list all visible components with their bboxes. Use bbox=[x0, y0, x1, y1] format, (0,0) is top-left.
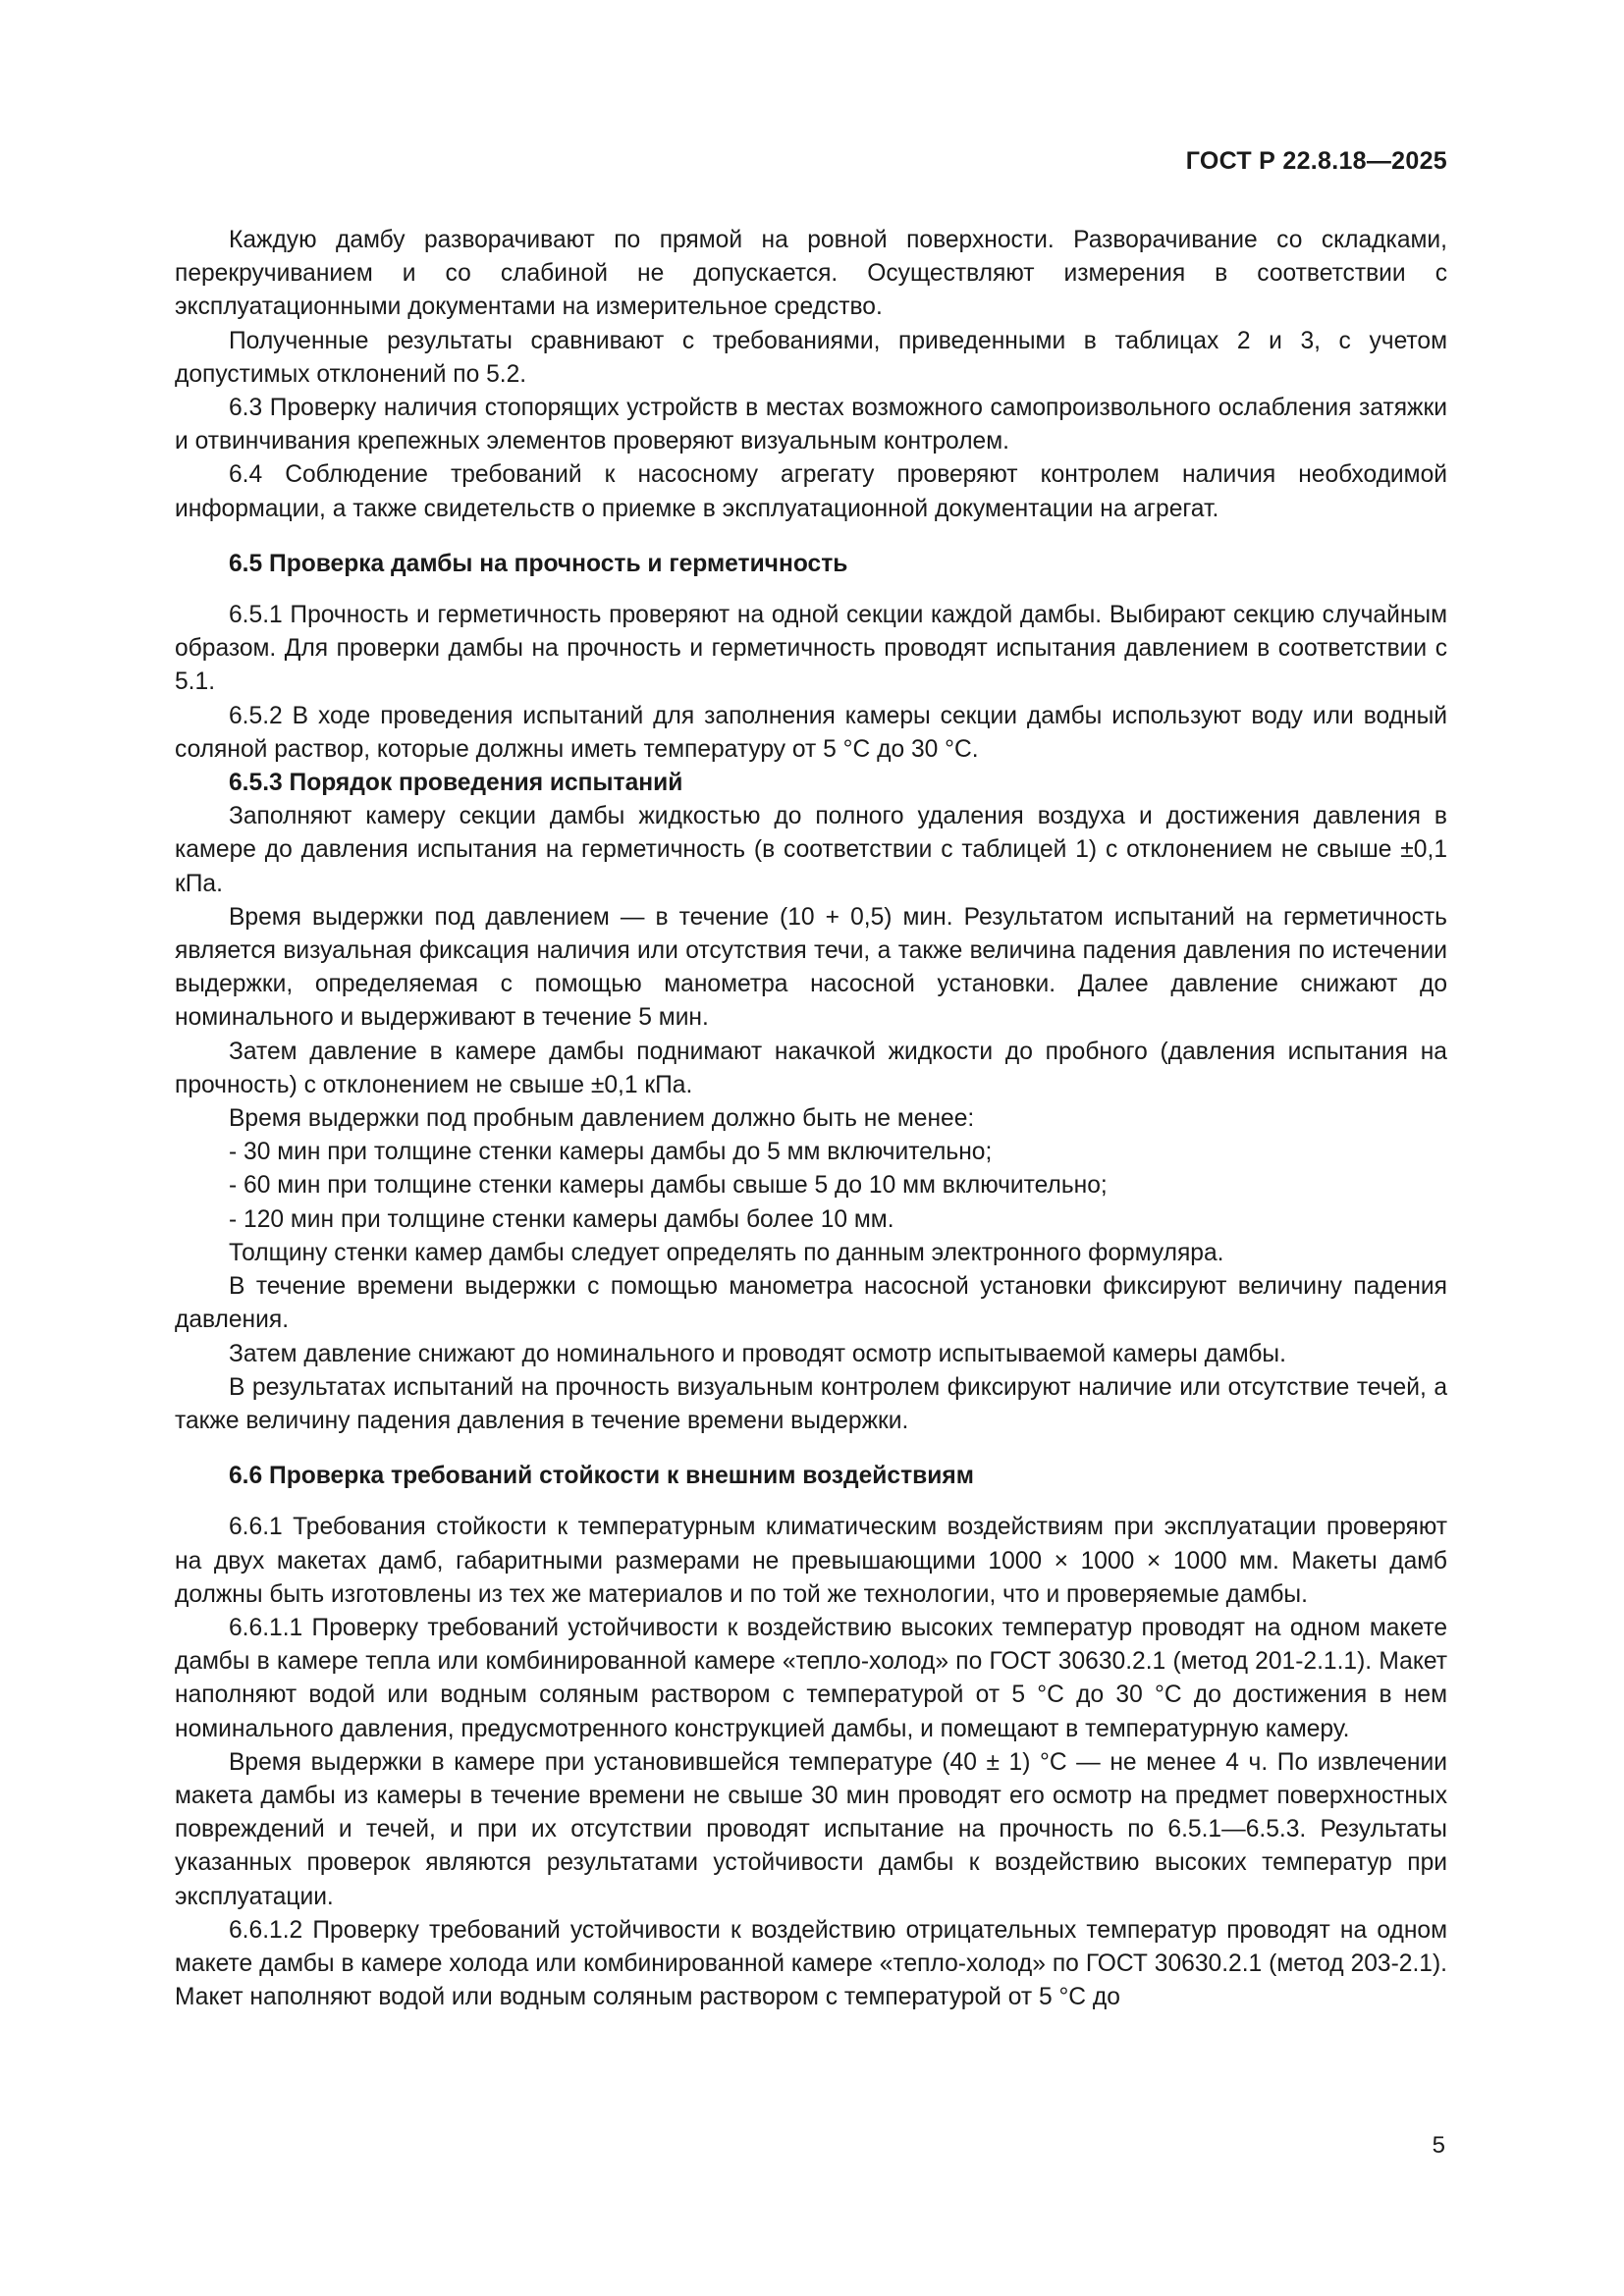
paragraph: 6.6.1.2 Проверку требований устойчивости к воздействию отрицательных температур проводят на одном макете дамбы в камере холода или комбинированной камере «тепло-холод» по ГОСТ 30630.2.1 (метод 203-2.1). Макет наполняют водой или водным соляным раствором с температурой от 5 °С до bbox=[175, 1916, 1447, 2011]
paragraph: Затем давление в камере дамбы поднимают накачкой жидкости до пробного (давления испытания на прочность) с отклонением не свыше ±0,1 кПа. bbox=[175, 1038, 1447, 1098]
paragraph: В результатах испытаний на прочность визуальным контролем фиксируют наличие или отсутствие течей, а также величину падения давления в течение времени выдержки. bbox=[175, 1373, 1447, 1434]
paragraph: 6.3 Проверку наличия стопорящих устройств в местах возможного самопроизвольного ослабления затяжки и отвинчивания крепежных элементов проверяют визуальным контролем. bbox=[175, 395, 1447, 455]
list-item: - 120 мин при толщине стенки камеры дамбы более 10 мм. bbox=[229, 1205, 894, 1233]
page-number: 5 bbox=[1432, 2132, 1445, 2159]
paragraph: Каждую дамбу разворачивают по прямой на ровной поверхности. Разворачивание со складками, перекручиванием и со слабиной не допускается. Осуществляют измерения в соответствии с эксплуатационными документами на измерительное средство. bbox=[175, 227, 1447, 321]
paragraph: 6.6.1 Требования стойкости к температурным климатическим воздействиям при эксплуатации проверяют на двух макетах дамб, габаритными размерами не превышающими 1000 × 1000 × 1000 мм. Макеты дамб должны быть изготовлены из тех же материалов и по той же технологии, что и проверяемые дамбы. bbox=[175, 1514, 1447, 1608]
paragraph: Заполняют камеру секции дамбы жидкостью до полного удаления воздуха и достижения давления в камере до давления испытания на герметичность (в соответствии с таблицей 1) с отклонением не свыше ±0,1 кПа. bbox=[175, 803, 1447, 897]
paragraph: 6.6.1.1 Проверку требований устойчивости к воздействию высоких температур проводят на одном макете дамбы в камере тепла или комбинированной камере «тепло-холод» по ГОСТ 30630.2.1 (метод 201-2.1.1). Макет наполняют водой или водным соляным раствором с температурой от 5 °С до 30 °С до достижения в нем номинального давления, предусмотренного конструкцией дамбы, и помещают в температурную камеру. bbox=[175, 1614, 1447, 1742]
list-item: - 60 мин при толщине стенки камеры дамбы свыше 5 до 10 мм включительно; bbox=[229, 1172, 1108, 1200]
subsection-heading-6-5-3: 6.5.3 Порядок проведения испытаний bbox=[229, 770, 683, 797]
paragraph: Время выдержки в камере при установившейся температуре (40 ± 1) °С — не менее 4 ч. По извлечении макета дамбы из камеры в течение времени не свыше 30 мин проводят его осмотр на предмет поверхностных повреждений и течей, и при их отсутствии проводят испытание на прочность по 6.5.1—6.5.3. Результаты указанных проверок являются результатами устойчивости дамбы к воздействию высоких температур при эксплуатации. bbox=[175, 1748, 1447, 1910]
standard-header: ГОСТ Р 22.8.18—2025 bbox=[1185, 147, 1447, 175]
paragraph: Время выдержки под давлением — в течение (10 + 0,5) мин. Результатом испытаний на герметичность является визуальная фиксация наличия или отсутствия течи, а также величина падения давления по истечении выдержки, определяемая с помощью манометра насосной установки. Далее давление снижают до номинального и выдерживают в течение 5 мин. bbox=[175, 903, 1447, 1032]
paragraph: Толщину стенки камер дамбы следует определять по данным электронного формуляра. bbox=[229, 1239, 1224, 1266]
paragraph: В течение времени выдержки с помощью манометра насосной установки фиксируют величину падения давления. bbox=[175, 1273, 1447, 1334]
page-content bbox=[175, 224, 1447, 2014]
paragraph: Затем давление снижают до номинального и проводят осмотр испытываемой камеры дамбы. bbox=[229, 1340, 1286, 1367]
section-heading-6-6: 6.6 Проверка требований стойкости к внешним воздействиям bbox=[229, 1463, 974, 1490]
paragraph: Полученные результаты сравнивают с требованиями, приведенными в таблицах 2 и 3, с учетом допустимых отклонений по 5.2. bbox=[175, 327, 1447, 388]
paragraph: 6.5.1 Прочность и герметичность проверяют на одной секции каждой дамбы. Выбирают секцию случайным образом. Для проверки дамбы на прочность и герметичность проводят испытания давлением в соответствии с 5.1. bbox=[175, 602, 1447, 696]
list-item: - 30 мин при толщине стенки камеры дамбы до 5 мм включительно; bbox=[229, 1139, 993, 1166]
section-heading-6-5: 6.5 Проверка дамбы на прочность и герметичность bbox=[229, 550, 848, 577]
paragraph: 6.5.2 В ходе проведения испытаний для заполнения камеры секции дамбы используют воду или водный соляной раствор, которые должны иметь температуру от 5 °С до 30 °С. bbox=[175, 702, 1447, 763]
paragraph: 6.4 Соблюдение требований к насосному агрегату проверяют контролем наличия необходимой информации, а также свидетельств о приемке в эксплуатационной документации на агрегат. bbox=[175, 461, 1447, 522]
paragraph: Время выдержки под пробным давлением должно быть не менее: bbox=[229, 1105, 975, 1133]
